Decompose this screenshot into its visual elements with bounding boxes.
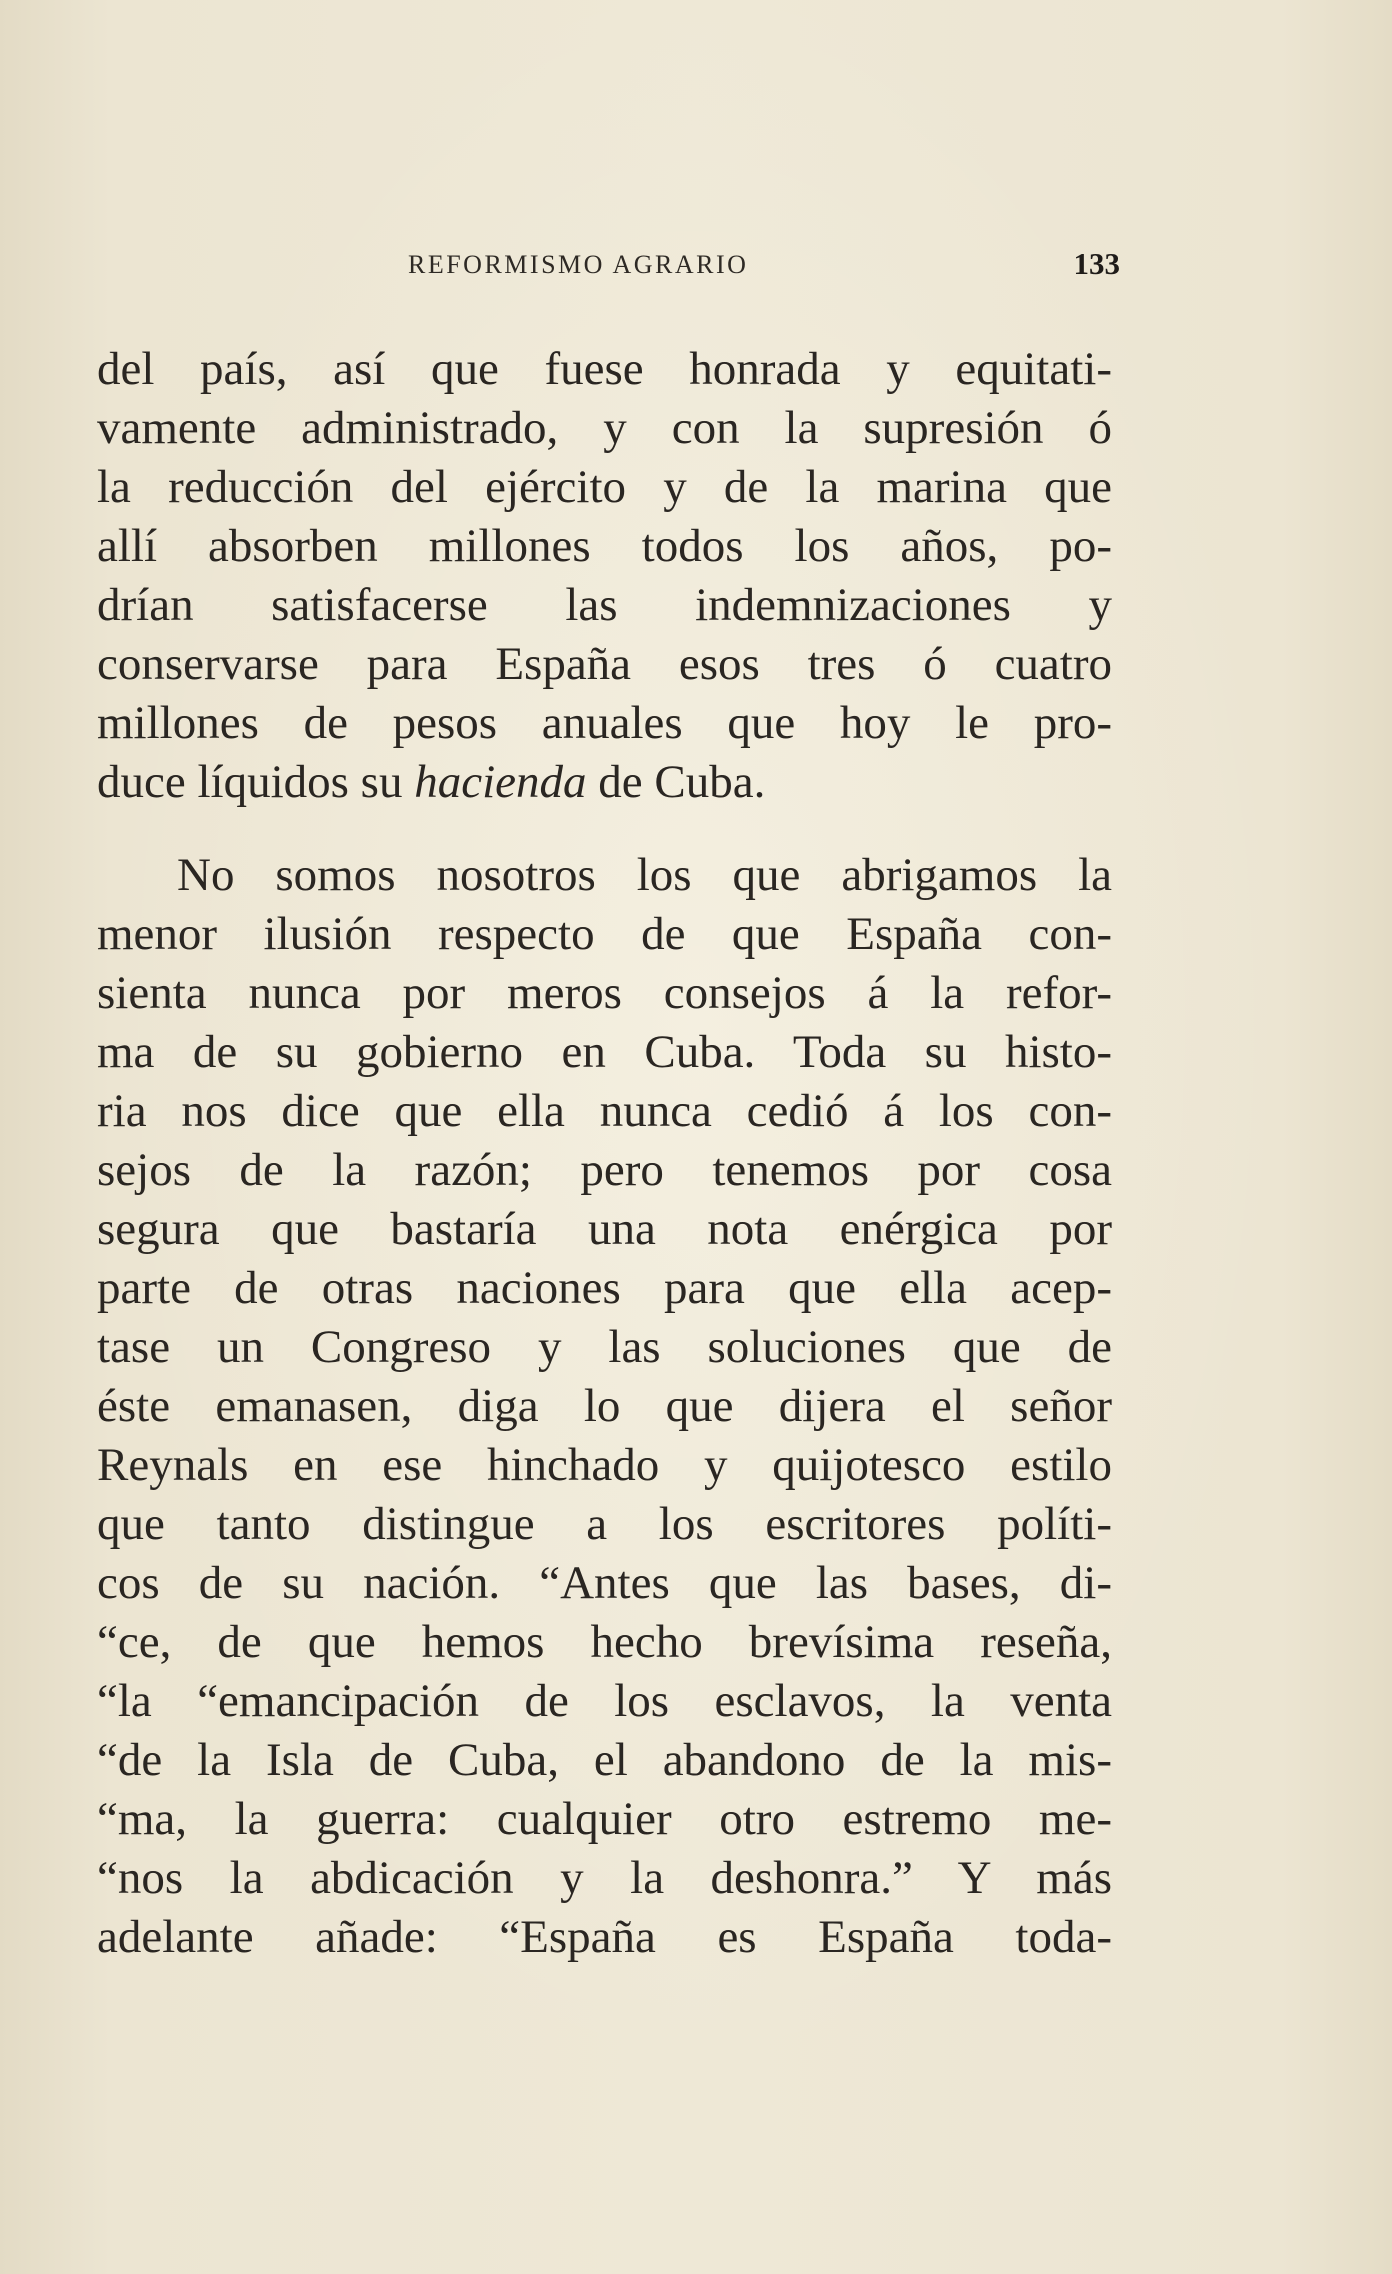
text-line: éste emanasen, diga lo que dijera el señor <box>97 1380 1112 1432</box>
text-line: conservarse para España esos tres ó cuatro <box>97 638 1112 690</box>
paragraph-gap <box>97 812 1112 846</box>
paragraph-2 <box>97 846 1112 1967</box>
text-line: que tanto distingue a los escritores políti- <box>97 1498 1112 1550</box>
text-line: “de la Isla de Cuba, el abandono de la mis- <box>97 1734 1112 1786</box>
text-line: menor ilusión respecto de que España con- <box>97 908 1112 960</box>
text-line: Reynals en ese hinchado y quijotesco estilo <box>97 1439 1112 1491</box>
running-head: REFORMISMO AGRARIO <box>408 250 749 279</box>
body-text <box>97 340 1112 1967</box>
text-line: millones de pesos anuales que hoy le pro- <box>97 697 1112 749</box>
text-line <box>97 753 1112 812</box>
text-line: parte de otras naciones para que ella acep- <box>97 1262 1112 1314</box>
text-line: No somos nosotros los que abrigamos la <box>177 849 1112 901</box>
text-line: vamente administrado, y con la supresión ó <box>97 402 1112 454</box>
text-line: sienta nunca por meros consejos á la refor- <box>97 967 1112 1019</box>
text-segment: de Cuba. <box>586 756 766 808</box>
text-line: segura que bastaría una nota enérgica por <box>97 1203 1112 1255</box>
text-line: la reducción del ejército y de la marina que <box>97 461 1112 513</box>
text-line: “ma, la guerra: cualquier otro estremo me- <box>97 1793 1112 1845</box>
text-line: ria nos dice que ella nunca cedió á los con- <box>97 1085 1112 1137</box>
paragraph-1 <box>97 340 1112 812</box>
text-line: ma de su gobierno en Cuba. Toda su histo- <box>97 1026 1112 1078</box>
text-line: tase un Congreso y las soluciones que de <box>97 1321 1112 1373</box>
text-segment: duce líquidos su <box>97 756 415 808</box>
text-line: “la “emancipación de los esclavos, la venta <box>97 1675 1112 1727</box>
text-line: del país, así que fuese honrada y equitati- <box>97 343 1112 395</box>
text-line: drían satisfacerse las indemnizaciones y <box>97 579 1112 631</box>
text-line: adelante añade: “España es España toda- <box>97 1911 1112 1963</box>
text-line: allí absorben millones todos los años, po- <box>97 520 1112 572</box>
text-line: “nos la abdicación y la deshonra.” Y más <box>97 1852 1112 1904</box>
text-line: “ce, de que hemos hecho brevísima reseña, <box>97 1616 1112 1668</box>
page-number: 133 <box>1073 246 1120 281</box>
text-line: cos de su nación. “Antes que las bases, di- <box>97 1557 1112 1609</box>
text-line: sejos de la razón; pero tenemos por cosa <box>97 1144 1112 1196</box>
italic-word: hacienda <box>414 756 587 808</box>
